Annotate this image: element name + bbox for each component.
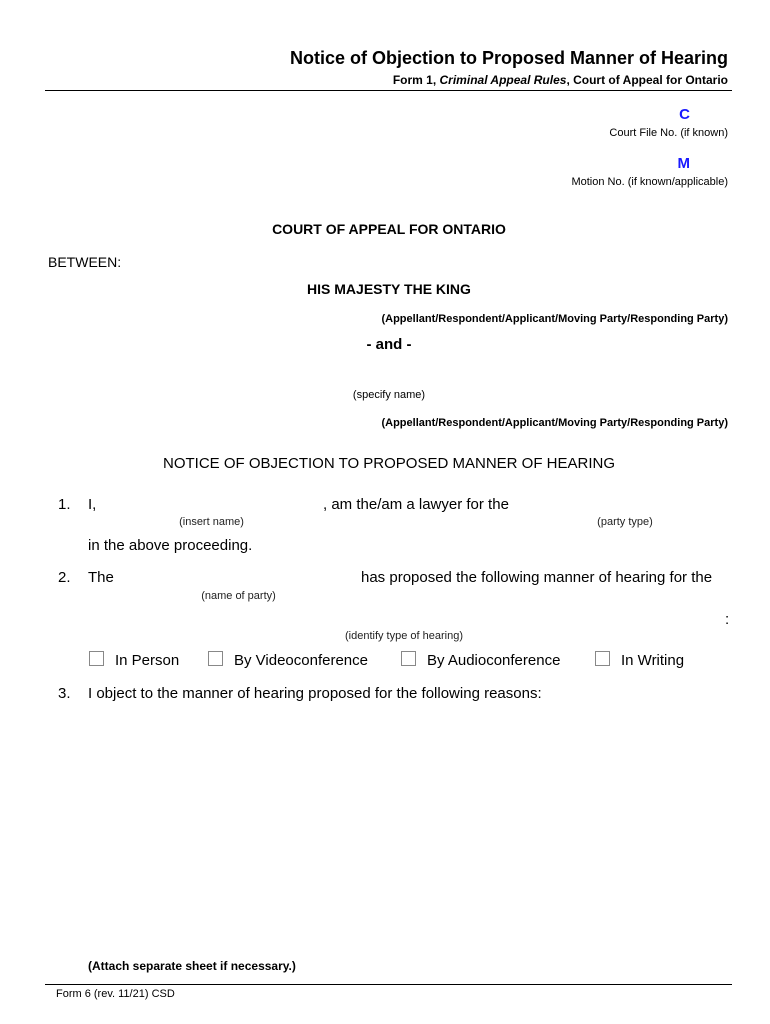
- party2-name-label: (specify name): [352, 389, 426, 401]
- header-rule: [45, 90, 732, 91]
- and-label: - and -: [366, 336, 412, 353]
- party-type-label: (party type): [597, 516, 653, 528]
- court-file-label: Court File No. (if known): [609, 127, 728, 139]
- checkbox-videoconference[interactable]: [208, 651, 223, 666]
- para1-number: 1.: [58, 496, 71, 513]
- party2-role: (Appellant/Respondent/Applicant/Moving Party/Responding Party): [381, 417, 728, 429]
- option-in-writing-label: In Writing: [621, 652, 685, 669]
- court-name: COURT OF APPEAL FOR ONTARIO: [272, 221, 506, 237]
- option-videoconference-label: By Videoconference: [234, 652, 368, 669]
- para3-number: 3.: [58, 685, 71, 702]
- attach-note: (Attach separate sheet if necessary.): [88, 959, 296, 973]
- para1-end-text: in the above proceeding.: [88, 537, 253, 554]
- motion-number-input[interactable]: [544, 157, 730, 173]
- hearing-type-label: (identify type of hearing): [344, 630, 463, 642]
- court-file-input[interactable]: [544, 108, 730, 124]
- para2-party-input[interactable]: [120, 570, 357, 586]
- footer-form-number: Form 6 (rev. 11/21) CSD: [56, 988, 175, 1000]
- checkbox-audioconference[interactable]: [401, 651, 416, 666]
- motion-label: Motion No. (if known/applicable): [571, 176, 728, 188]
- para2-the: The: [88, 569, 114, 586]
- subtitle-prefix: Form 1,: [392, 73, 440, 87]
- motion-prefix: M: [677, 155, 690, 172]
- subtitle-suffix: , Court of Appeal for Ontario: [566, 73, 728, 87]
- para1-party-type-input[interactable]: [518, 496, 732, 512]
- form-subtitle: [393, 73, 728, 87]
- para1-mid-text: , am the/am a lawyer for the: [323, 496, 509, 513]
- checkbox-in-writing[interactable]: [595, 651, 610, 666]
- reasons-textarea[interactable]: [88, 712, 736, 951]
- subtitle-italic: Criminal Appeal Rules: [439, 73, 567, 87]
- party2-name-input[interactable]: [45, 368, 732, 384]
- para3-text: I object to the manner of hearing proposed for the following reasons:: [88, 685, 542, 702]
- court-file-prefix: C: [679, 106, 690, 123]
- checkbox-in-person[interactable]: [89, 651, 104, 666]
- party1-name: HIS MAJESTY THE KING: [307, 281, 471, 297]
- option-in-person-label: In Person: [115, 652, 180, 669]
- notice-heading: NOTICE OF OBJECTION TO PROPOSED MANNER OF HEARING: [163, 455, 615, 472]
- party1-role: (Appellant/Respondent/Applicant/Moving Party/Responding Party): [381, 313, 728, 325]
- form-title: Notice of Objection to Proposed Manner of Hearing: [289, 48, 728, 68]
- between-label: BETWEEN:: [48, 254, 122, 270]
- footer-rule: [45, 984, 732, 985]
- hearing-colon: :: [725, 611, 730, 628]
- name-of-party-label: (name of party): [201, 590, 276, 602]
- para2-number: 2.: [58, 569, 71, 586]
- insert-name-label: (insert name): [179, 516, 244, 528]
- para2-proposed-text: has proposed the following manner of hearing for the: [361, 569, 713, 586]
- option-audioconference-label: By Audioconference: [427, 652, 561, 669]
- hearing-type-input[interactable]: [88, 611, 720, 627]
- para1-i: I,: [88, 496, 97, 513]
- para1-name-input[interactable]: [103, 496, 320, 512]
